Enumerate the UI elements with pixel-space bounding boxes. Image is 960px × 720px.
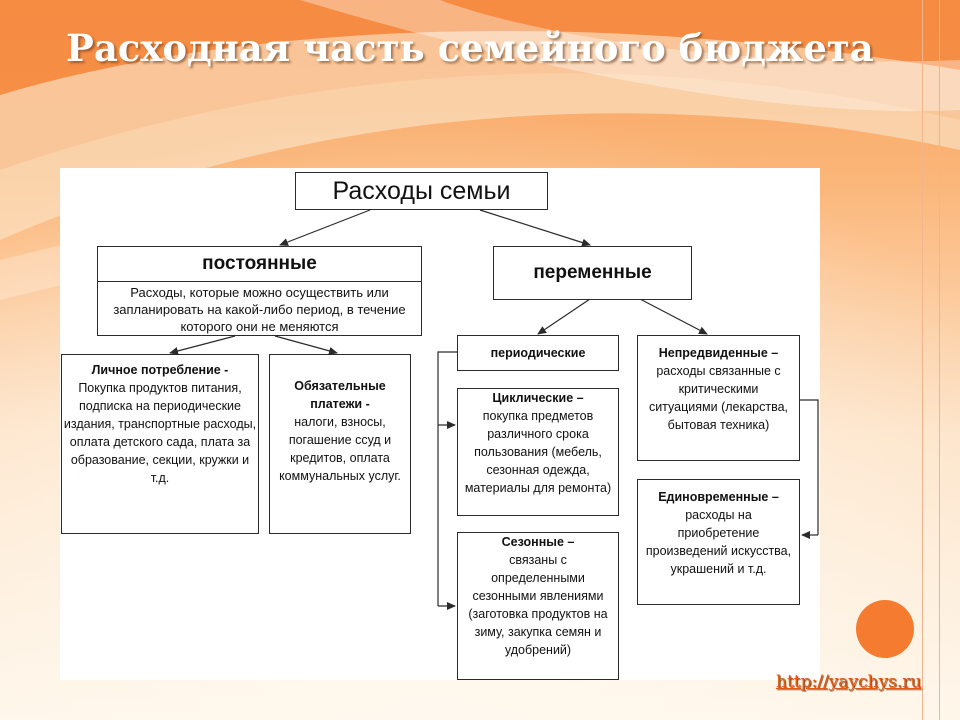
mandatory-payments-text: налоги, взносы, погашение ссуд и кредитов, оплата коммунальных услуг. xyxy=(279,415,401,483)
unforeseen-box xyxy=(637,335,800,461)
unforeseen-label: Непредвиденные – xyxy=(658,346,779,360)
cyclic-label: Циклические – xyxy=(492,391,584,405)
permanent-description: Расходы, которые можно осуществить или запланировать на какой-либо период, в течение которого они не меняются xyxy=(113,285,406,334)
mandatory-payments-box xyxy=(269,354,411,534)
slide-right-border xyxy=(922,0,940,720)
root-expenses-box xyxy=(295,172,548,210)
personal-consumption-text: Покупка продуктов питания, подписка на периодические издания, транспортные расходы, оплата детского сада, плата за образование, секции, кружки и т.д. xyxy=(63,381,257,485)
seasonal-box xyxy=(457,532,619,680)
unforeseen-text: расходы связанные с критическими ситуациями (лекарства, бытовая техника) xyxy=(648,364,789,432)
permanent-box xyxy=(97,246,422,336)
root-expenses-label: Расходы семьи xyxy=(332,177,511,205)
seasonal-text: связаны с определенными сезонными явлениями (заготовка продуктов на зиму, закупка семян и удобрений) xyxy=(468,553,608,657)
personal-consumption-label: Личное потребление - xyxy=(91,363,229,377)
cyclic-box xyxy=(457,388,619,516)
permanent-title: постоянные xyxy=(98,247,421,282)
mandatory-payments-label: Обязательные платежи - xyxy=(294,379,386,411)
periodic-box xyxy=(457,335,619,371)
decorative-orange-circle xyxy=(856,600,914,658)
variable-box xyxy=(493,246,692,300)
onetime-box xyxy=(637,479,800,605)
cyclic-text: покупка предметов различного срока пользования (мебель, сезонная одежда, материалы для ремонта) xyxy=(464,409,612,495)
personal-consumption-box xyxy=(61,354,259,534)
slide-title: Расходная часть семейного бюджета xyxy=(66,26,874,70)
onetime-label: Единовременные – xyxy=(658,490,779,504)
seasonal-label: Сезонные – xyxy=(501,535,575,549)
onetime-text: расходы на приобретение произведений искусства, украшений и т.д. xyxy=(645,508,792,576)
periodic-label: периодические xyxy=(490,346,586,360)
source-link[interactable]: http://yaychys.ru xyxy=(776,672,922,692)
variable-title: переменные xyxy=(533,262,652,283)
